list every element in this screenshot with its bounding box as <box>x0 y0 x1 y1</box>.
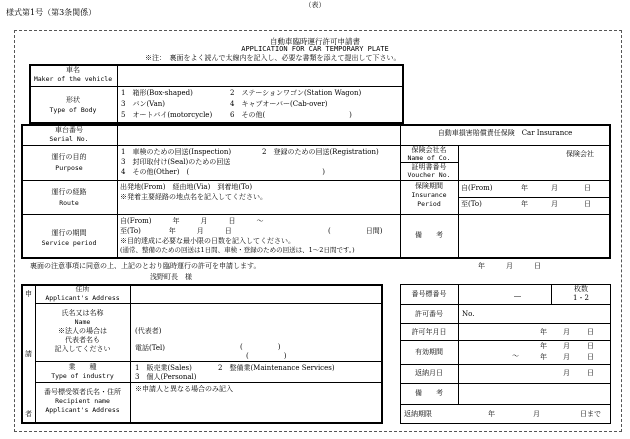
valid-to-month: 月 <box>563 353 570 361</box>
tel-paren-1[interactable]: ( ) <box>240 343 281 351</box>
route-points-line[interactable]: 出発地(From) 経由地(Via) 到着地(To) <box>120 183 253 191</box>
industry-label-en: Type of industry <box>51 372 114 380</box>
industry-option-2[interactable]: 2 整備業(Maintenance Services) <box>218 364 335 372</box>
purpose-option-2[interactable]: 2 登録のための回送(Registration) <box>262 148 379 156</box>
route-label-en: Route <box>59 199 79 207</box>
permit-date-label: 許可年月日 <box>411 328 447 336</box>
voucher-input[interactable] <box>462 165 608 177</box>
addressee: 浅野町長 様 <box>150 273 192 281</box>
name-label-line-3: ※法人の場合は <box>58 327 107 335</box>
return-deadline-label: 返納期限 <box>404 410 432 418</box>
form-title-jp: 自動車臨時運行許可申請書 <box>270 37 360 46</box>
form-title-en: APPLICATION FOR CAR TEMPORARY PLATE <box>241 45 389 53</box>
industry-option-1[interactable]: 1 販売業(Sales) <box>135 364 192 372</box>
form-side-label: （表） <box>304 1 326 9</box>
period-label-en: Service period <box>41 239 97 247</box>
period-days[interactable]: ( 日間) <box>328 227 383 235</box>
plate-count-value[interactable]: 1・2 <box>573 294 589 302</box>
insurance-from-year: 年 <box>521 184 528 192</box>
purpose-option-1[interactable]: 1 車検のための回送(Inspection) <box>121 148 232 156</box>
return-deadline-month: 月 <box>533 410 540 418</box>
recipient-label-line-2: Recipient name <box>55 397 110 405</box>
shape-label-en: Type of Body <box>49 106 97 114</box>
return-date-day: 日 <box>587 369 594 377</box>
insurance-company-label-en: Name of Co. <box>407 154 451 162</box>
purpose-option-4[interactable]: 4 その他(Other) ( ) <box>121 168 325 176</box>
insurance-from-month: 月 <box>551 184 558 192</box>
period-note-2: (通常、整備のための回送は1日間、車検・登録のための回送は、1～2日間です。) <box>120 246 355 254</box>
address-label-en: Applicant's Address <box>45 294 120 302</box>
valid-from-month: 月 <box>563 342 570 350</box>
recipient-label-line-3: Applicant's Address <box>45 406 120 414</box>
valid-to-year: 年 <box>540 353 547 361</box>
return-deadline-year: 年 <box>488 410 495 418</box>
consent-date[interactable]: 年 月 日 <box>478 262 541 270</box>
insurance-period-label-en-2: Period <box>417 200 441 208</box>
period-to-line[interactable]: 至(To) 年 月 日 <box>120 227 232 235</box>
permit-number-prefix: No. <box>462 310 475 318</box>
consent-statement: 裏面の注意事項に同意の上、上記のとおり臨時運行の許可を申請します。 <box>30 262 261 270</box>
insurance-header: 自動車損害賠償責任保険 Car Insurance <box>437 129 573 137</box>
voucher-label-jp: 証明書番号 <box>411 163 447 171</box>
valid-period-label: 有効期間 <box>415 348 443 356</box>
return-deadline-suffix: 日まで <box>580 410 601 418</box>
insurance-from-day: 日 <box>584 184 591 192</box>
insurance-to-month: 月 <box>551 200 558 208</box>
insurance-to-day: 日 <box>584 200 591 208</box>
insurance-company-input[interactable] <box>462 148 562 160</box>
recipient-label-line-1: 番号標受領者氏名・住所 <box>44 388 121 396</box>
plate-number-dash: ― <box>514 292 521 300</box>
purpose-label-en: Purpose <box>55 164 83 172</box>
name-input[interactable] <box>134 306 378 322</box>
permit-date-year: 年 <box>540 328 547 336</box>
return-date-month: 月 <box>563 369 570 377</box>
shape-label-jp: 形状 <box>66 96 80 104</box>
shape-option-5[interactable]: 5 オートバイ(motorcycle) <box>121 111 213 119</box>
period-label-jp: 運行の期間 <box>51 229 87 237</box>
tel-paren-2[interactable]: ( ) <box>246 352 287 360</box>
maker-input[interactable] <box>120 68 398 82</box>
permit-date-month: 月 <box>563 328 570 336</box>
applicant-side-char-1: 申 <box>25 290 32 298</box>
insurance-from-label: 自(From) <box>461 184 493 192</box>
insurance-company-suffix: 保険会社 <box>566 150 594 158</box>
insurance-to-label: 至(To) <box>461 200 482 208</box>
valid-to-day: 日 <box>587 353 594 361</box>
shape-option-3[interactable]: 3 バン(Van) <box>121 100 166 108</box>
valid-tilde: ～ <box>512 352 519 360</box>
permit-number-label: 許可番号 <box>415 310 443 318</box>
insurance-period-label-en-1: Insurance <box>411 191 447 199</box>
insurance-remarks-label: 備 考 <box>415 231 443 239</box>
recipient-note: ※申請人と異なる場合のみ記入 <box>135 385 233 393</box>
purpose-option-3[interactable]: 3 封印取付け(Seal)のための回送 <box>121 158 231 166</box>
voucher-label-en: Voucher No. <box>407 171 451 179</box>
form-notice: ※注： 裏面をよく読んで太線内を記入し、必要な書類を添えて提出して下さい。 <box>145 54 401 62</box>
insurance-company-label-jp: 保険会社名 <box>411 146 447 154</box>
route-label-jp: 運行の経路 <box>51 188 87 196</box>
shape-option-1[interactable]: 1 箱形(Box-shaped) <box>121 89 193 97</box>
shape-option-2[interactable]: 2 ステーションワゴン(Station Wagon) <box>230 89 362 97</box>
representative-label: (代表者) <box>135 327 162 335</box>
address-input[interactable] <box>134 287 378 301</box>
name-label-line-1: 氏名又は名称 <box>61 309 104 317</box>
name-label-line-5: 記入してください <box>54 345 111 353</box>
plate-count-label: 枚数 <box>574 285 588 293</box>
purpose-label-jp: 運行の目的 <box>51 153 87 161</box>
valid-from-day: 日 <box>587 342 594 350</box>
plate-number-label: 番号標番号 <box>411 290 447 298</box>
maker-label-jp: 車名 <box>66 66 80 74</box>
permit-date-day: 日 <box>587 328 594 336</box>
industry-label-jp: 業 種 <box>68 363 97 371</box>
period-from-line[interactable]: 自(From) 年 月 日 ～ <box>120 217 264 225</box>
industry-option-3[interactable]: 3 個人(Personal) <box>135 373 197 381</box>
period-note-1: ※目的達成に必要な最小限の日数を記入してください。 <box>120 237 295 245</box>
shape-option-6[interactable]: 6 その他( ) <box>230 111 352 119</box>
applicant-side-char-2: 請 <box>25 350 32 358</box>
address-label-jp: 住所 <box>75 285 90 293</box>
shape-option-4[interactable]: 4 キャブオーバー(Cab-over) <box>230 100 328 108</box>
office-remarks-label: 備 考 <box>415 389 443 397</box>
tel-label: 電話(Tel) <box>135 344 165 352</box>
serial-input[interactable] <box>120 127 396 142</box>
insurance-to-year: 年 <box>521 200 528 208</box>
insurance-remarks-input[interactable] <box>462 218 608 256</box>
maker-label-en: Maker of the vehicle <box>33 75 113 83</box>
serial-label-jp: 車台番号 <box>55 126 83 134</box>
form-number: 様式第1号（第3条関係） <box>6 8 97 17</box>
serial-label-en: Serial No. <box>49 135 89 143</box>
insurance-period-label-jp: 保険期間 <box>415 182 443 190</box>
valid-from-year: 年 <box>540 342 547 350</box>
route-note: ※発着主要経路の地点名を記入してください。 <box>120 193 267 201</box>
applicant-side-char-3: 者 <box>25 410 32 418</box>
recipient-input[interactable] <box>134 396 378 420</box>
return-date-label: 返納月日 <box>415 369 443 377</box>
name-label-line-2: Name <box>74 318 91 326</box>
name-label-line-4: 代表者名も <box>65 336 100 344</box>
